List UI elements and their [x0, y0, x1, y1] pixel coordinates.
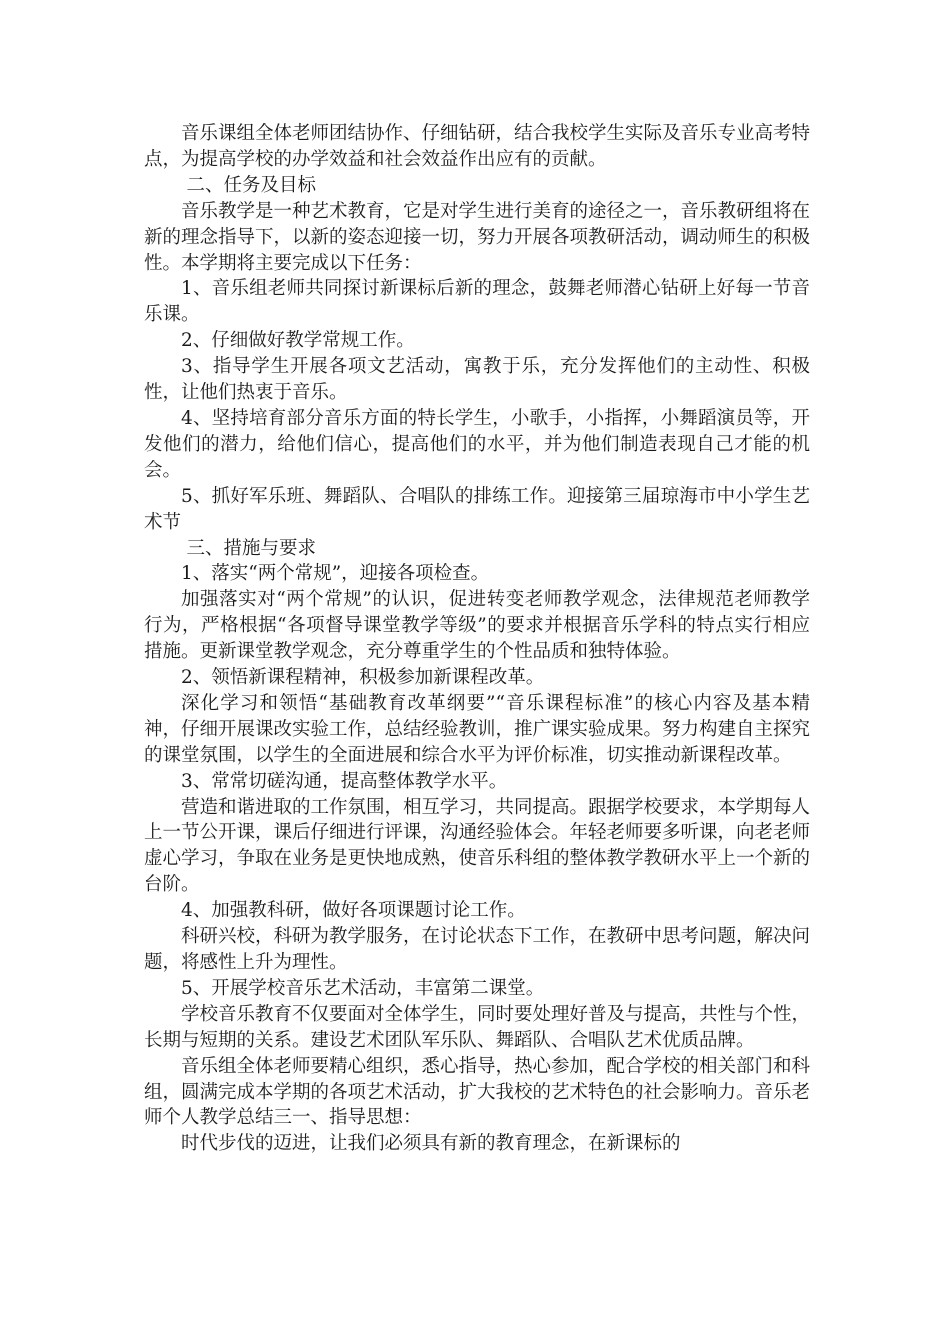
paragraph: 音乐组全体老师要精心组织，悉心指导，热心参加，配合学校的相关部门和科组，圆满完成本学期的各项艺术活动，扩大我校的艺术特色的社会影响力。音乐老师个人教学总结三一、指导思想：: [144, 1055, 811, 1129]
paragraph: 科研兴校，科研为教学服务，在讨论状态下工作，在教研中思考问题，解决问题，将感性上升为理性。: [144, 926, 811, 973]
section-heading: 二、任务及目标: [186, 174, 317, 196]
section-heading: 三、措施与要求: [186, 537, 317, 559]
list-item: 3、指导学生开展各项文艺活动，寓教于乐，充分发挥他们的主动性、积极性，让他们热衷于音乐。: [144, 356, 810, 404]
list-item: 2、仔细做好教学常规工作。: [181, 330, 415, 352]
list-item: 1、音乐组老师共同探讨新课标后新的理念，鼓舞老师潜心钻研上好每一节音乐课。: [144, 278, 810, 326]
paragraph: 学校音乐教育不仅要面对全体学生，同时要处理好普及与提高，共性与个性，长期与短期的关系。建设艺术团队军乐队、舞蹈队、合唱队艺术优质品牌。: [144, 1003, 811, 1051]
list-item: 4、加强教科研，做好各项课题讨论工作。: [181, 900, 526, 922]
paragraph: 营造和谐进取的工作氛围，相互学习，共同提高。跟据学校要求，本学期每人上一节公开课，课后仔细进行评课，沟通经验体会。年轻老师要多听课，向老老师虚心学习，争取在业务是更快地成熟，使音乐科组的整体教学教研水平上一个新的台阶。: [144, 796, 811, 896]
paragraph: 时代步伐的迈进，让我们必须具有新的教育理念，在新课标的: [181, 1133, 681, 1155]
list-item: 5、开展学校音乐艺术活动，丰富第二课堂。: [181, 977, 545, 999]
list-item: 2、领悟新课程精神，积极参加新课程改革。: [181, 667, 545, 689]
list-item: 5、抓好军乐班、舞蹈队、合唱队的排练工作。迎接第三届琼海市中小学生艺术节: [144, 485, 810, 533]
list-item: 1、落实“两个常规”，迎接各项检查。: [181, 563, 490, 585]
paragraph: 音乐课组全体老师团结协作、仔细钻研，结合我校学生实际及音乐专业高考特点，为提高学校的办学效益和社会效益作出应有的贡献。: [144, 123, 811, 170]
document-body: [144, 121, 810, 1157]
paragraph: 音乐教学是一种艺术教育，它是对学生进行美育的途径之一，音乐教研组将在新的理念指导下，以新的姿态迎接一切，努力开展各项教研活动，调动师生的积极性。本学期将主要完成以下任务：: [144, 200, 811, 274]
list-item: 3、常常切磋沟通，提高整体教学水平。: [181, 770, 508, 792]
paragraph: 深化学习和领悟“基础教育改革纲要”“音乐课程标准”的核心内容及基本精神，仔细开展课改实验工作，总结经验教训，推广课实验成果。努力构建自主探究的课堂氛围，以学生的全面进展和综合水平为评价标准，切实推动新课程改革。: [144, 692, 811, 766]
list-item: 4、坚持培育部分音乐方面的特长学生，小歌手，小指挥，小舞蹈演员等，开发他们的潜力，给他们信心，提高他们的水平，并为他们制造表现自己才能的机会。: [144, 407, 810, 481]
paragraph: 加强落实对“两个常规”的认识，促进转变老师教学观念，法律规范老师教学行为，严格根据“各项督导课堂教学等级”的要求并根据音乐学科的特点实行相应措施。更新课堂教学观念，充分尊重学生的个性品质和独特体验。: [144, 589, 810, 663]
